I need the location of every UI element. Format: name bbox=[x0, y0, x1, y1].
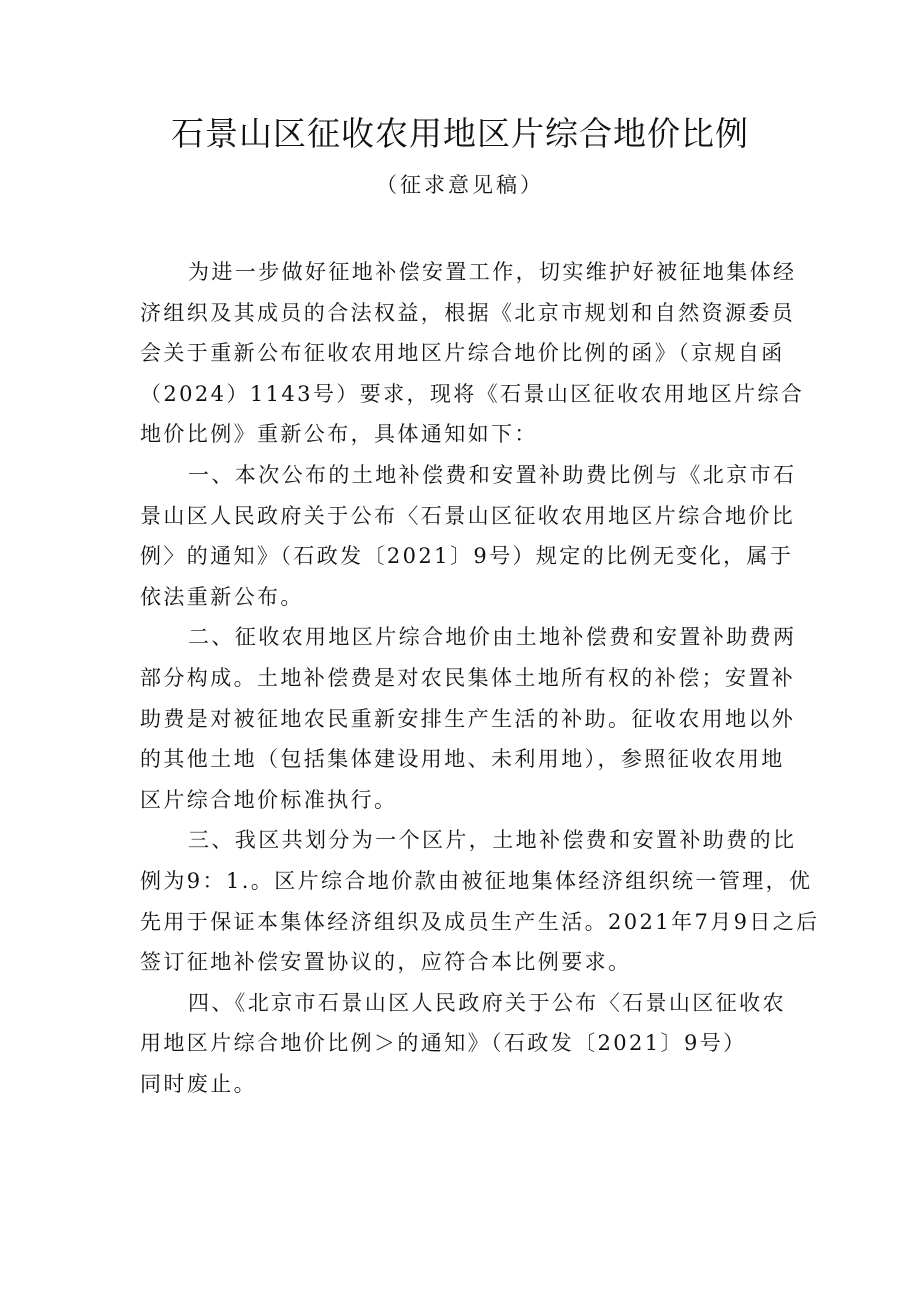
text-line: 签订征地补偿安置协议的，应符合本比例要求。 bbox=[140, 950, 632, 975]
text-line: 的其他土地（包括集体建设用地、未利用地），参照征收农用地 bbox=[140, 747, 785, 772]
paragraph-item-2 bbox=[140, 617, 797, 820]
text-line: 会关于重新公布征收农用地区片综合地价比例的函》（京规自函 bbox=[140, 341, 785, 366]
paragraph-item-4 bbox=[140, 983, 785, 1105]
text-line: 用地区片综合地价比例＞的通知》（石政发〔2021〕9号） bbox=[140, 1031, 747, 1056]
paragraph-item-1 bbox=[140, 455, 797, 617]
paragraph-intro bbox=[140, 252, 805, 455]
paragraph-item-3 bbox=[140, 820, 820, 982]
text-line: 四、《北京市石景山区人民政府关于公布〈石景山区征收农 bbox=[188, 990, 786, 1015]
document-body bbox=[140, 252, 820, 1104]
text-line: 地价比例》重新公布，具体通知如下： bbox=[140, 422, 538, 447]
text-line: 景山区人民政府关于公布〈石景山区征收农用地区片综合地价比 bbox=[140, 503, 796, 528]
text-line: 为进一步做好征地补偿安置工作，切实维护好被征地集体经 bbox=[188, 260, 797, 284]
text-line: 例为9：1.。区片综合地价款由被征地集体经济组织统一管理，优 bbox=[140, 868, 813, 893]
text-line: 部分构成。土地补偿费是对农民集体土地所有权的补偿；安置补 bbox=[140, 665, 796, 690]
text-line: 同时废止。 bbox=[140, 1071, 257, 1096]
document-title: 石景山区征收农用地区片综合地价比例 bbox=[171, 114, 749, 153]
text-line: 例〉的通知》（石政发〔2021〕9号）规定的比例无变化，属于 bbox=[140, 544, 794, 569]
text-line: 济组织及其成员的合法权益，根据《北京市规划和自然资源委员 bbox=[140, 300, 796, 325]
text-line: 助费是对被征地农民重新安排生产生活的补助。征收农用地以外 bbox=[140, 706, 796, 731]
text-line: 先用于保证本集体经济组织及成员生产生活。2021年7月9日之后 bbox=[140, 909, 820, 934]
document-subtitle: （征求意见稿） bbox=[376, 173, 544, 197]
text-line: 依法重新公布。 bbox=[140, 584, 304, 609]
text-line: 一、本次公布的土地补偿费和安置补助费比例与《北京市石 bbox=[188, 462, 797, 487]
text-line: 二、征收农用地区片综合地价由土地补偿费和安置补助费两 bbox=[188, 625, 797, 650]
text-line: 区片综合地价标准执行。 bbox=[140, 787, 398, 812]
text-line: 三、我区共划分为一个区片，土地补偿费和安置补助费的比 bbox=[188, 828, 797, 853]
text-line: （2024）1143号）要求，现将《石景山区征收农用地区片综合 bbox=[140, 381, 805, 406]
